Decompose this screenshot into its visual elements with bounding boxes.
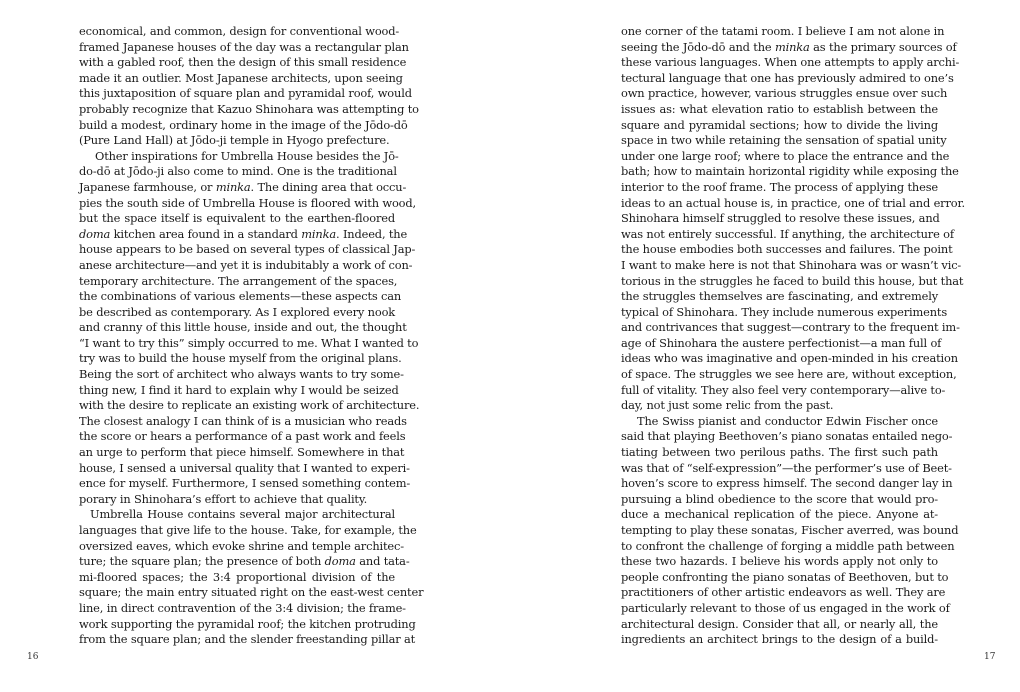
text-line: said that playing Beethoven’s piano sonatas entailed nego-	[621, 429, 953, 444]
text-line: pies the south side of Umbrella House is floored with wood,	[79, 195, 416, 210]
text-line	[621, 39, 957, 56]
text-line: these various languages. When one attempts to apply archi-	[621, 55, 960, 70]
text-line: languages that give life to the house. Take, for example, the	[79, 523, 417, 537]
text-line: tempting to play these sonatas, Fischer averred, was bound	[621, 523, 959, 537]
text-line	[79, 554, 410, 570]
text-line: The closest analogy I can think of is a musician who reads	[79, 413, 407, 428]
text-line: anese architecture—and yet it is indubitably a work of con-	[79, 257, 413, 272]
text-line: this juxtaposition of square plan and pyramidal roof, would	[79, 86, 412, 101]
text-line: work supporting the pyramidal roof; the kitchen protruding	[79, 616, 416, 631]
text-line: was not entirely successful. If anything, the architecture of	[621, 226, 954, 241]
text-line: architectural design. Consider that all, or nearly all, the	[621, 616, 938, 631]
text-line: and contrivances that suggest—contrary to the frequent im-	[621, 320, 960, 335]
text-run: . The dining area that occu-	[250, 179, 407, 194]
text-line: practitioners of other artistic endeavors as well. They are	[621, 585, 946, 600]
paragraph-first-line: Umbrella House contains several major architectural	[90, 507, 395, 522]
paragraph-first-line: The Swiss pianist and conductor Edwin Fischer once	[637, 413, 938, 428]
text-line: framed Japanese houses of the day was a rectangular plan	[79, 39, 409, 54]
text-line: under one large roof; where to place the entrance and the	[621, 148, 950, 163]
text-line: from the square plan; and the slender freestanding pillar at	[79, 632, 416, 647]
text-line: probably recognize that Kazuo Shinohara was attempting to	[79, 101, 419, 116]
text-line: (Pure Land Hall) at Jōdo-ji temple in Hyogo prefecture.	[79, 133, 390, 148]
text-run: Japanese farmhouse, or	[79, 179, 216, 194]
text-line: torious in the struggles he faced to build this house, but that	[621, 273, 964, 288]
text-line: the score or hears a performance of a past work and feels	[79, 429, 406, 444]
text-line: ideas to an actual house is, in practice, one of trial and error.	[621, 195, 965, 210]
text-line: and cranny of this little house, inside and out, the thought	[79, 320, 407, 335]
text-line: do-dō at Jōdo-ji also come to mind. One is the traditional	[79, 164, 397, 179]
text-run: ture; the square plan; the presence of both	[79, 554, 325, 569]
italic-term: minka	[301, 226, 336, 241]
text-line: the struggles themselves are fascinating, and extremely	[621, 289, 938, 304]
text-line: be described as contemporary. As I explored every nook	[79, 304, 396, 319]
text-line: space in two while retaining the sensation of spatial unity	[621, 133, 947, 148]
italic-term: minka	[215, 179, 251, 194]
right-text-column	[621, 24, 965, 648]
text-line: issues as: what elevation ratio to establish between the	[621, 101, 938, 116]
page-number: 16	[27, 652, 39, 662]
paragraph-first-line: Other inspirations for Umbrella House besides the Jō-	[95, 148, 399, 163]
text-line: one corner of the tatami room. I believe I am not alone in	[621, 24, 945, 38]
text-line: interior to the roof frame. The process of applying these	[621, 179, 938, 194]
text-line: with a gabled roof, then the design of this small residence	[79, 55, 407, 70]
italic-term: minka	[774, 39, 810, 54]
text-run: kitchen area found in a standard	[110, 226, 302, 241]
text-line: oversized eaves, which evoke shrine and temple architec-	[79, 538, 404, 553]
text-run: as the primary sources of	[809, 39, 957, 54]
text-line: tectural language that one has previously admired to one’s	[621, 70, 954, 85]
text-line: but the space itself is equivalent to the earthen-floored	[79, 211, 395, 226]
text-line: bath; how to maintain horizontal rigidity while exposing the	[621, 164, 959, 179]
text-line: build a modest, ordinary home in the image of the Jōdo-dō	[79, 117, 408, 132]
text-line: temporary architecture. The arrangement of the spaces,	[79, 273, 398, 288]
text-line: typical of Shinohara. They include numerous experiments	[621, 304, 948, 319]
text-line: of space. The struggles we see here are, without exception,	[621, 367, 957, 382]
text-line: mi-floored spaces; the 3:4 proportional division of the	[79, 569, 395, 584]
text-line: these two hazards. I believe his words apply not only to	[621, 554, 938, 569]
text-line: “I want to try this” simply occurred to me. What I wanted to	[79, 335, 419, 350]
text-line: was that of “self-expression”—the performer’s use of Beet-	[621, 460, 952, 475]
text-line: tiating between two perilous paths. The first such path	[621, 445, 938, 460]
text-line: house, I sensed a universal quality that I wanted to experi-	[79, 460, 410, 475]
text-line: the combinations of various elements—these aspects can	[79, 289, 402, 304]
text-line: pursuing a blind obedience to the score that would pro-	[621, 491, 938, 506]
text-line: people confronting the piano sonatas of Beethoven, but to	[621, 569, 949, 584]
text-line: house appears to be based on several types of classical Jap-	[79, 242, 416, 257]
text-line: own practice, however, various struggles ensue over such	[621, 86, 948, 101]
text-line: duce a mechanical replication of the piece. Anyone at-	[621, 507, 938, 522]
text-line: line, in direct contravention of the 3:4 division; the frame-	[79, 600, 406, 615]
left-text-column	[79, 24, 424, 648]
text-line: to confront the challenge of forging a middle path between	[621, 538, 955, 553]
page-number: 17	[984, 652, 996, 662]
italic-term: doma	[324, 554, 356, 569]
italic-term: doma	[79, 226, 111, 241]
text-line: economical, and common, design for conventional wood-	[79, 24, 400, 38]
text-line	[79, 226, 408, 243]
text-line: the house embodies both successes and failures. The point	[621, 242, 953, 257]
text-line: porary in Shinohara’s effort to achieve that quality.	[79, 491, 368, 506]
text-line	[79, 179, 407, 196]
text-line: thing new, I find it hard to explain why I would be seized	[79, 382, 399, 397]
text-line: square; the main entry situated right on the east-west center	[79, 585, 424, 600]
text-line: age of Shinohara the austere perfectionist—a man full of	[621, 335, 942, 350]
text-line: Being the sort of architect who always wants to try some-	[79, 367, 404, 382]
text-line: day, not just some relic from the past.	[621, 398, 834, 413]
text-run: and tata-	[355, 554, 410, 569]
text-line: Shinohara himself struggled to resolve these issues, and	[621, 211, 940, 226]
text-line: ence for myself. Furthermore, I sensed something contem-	[79, 476, 411, 491]
text-line: I want to make here is not that Shinohara was or wasn’t vic-	[621, 257, 962, 272]
text-line: hoven’s score to express himself. The second danger lay in	[621, 476, 953, 491]
text-run: . Indeed, the	[336, 226, 408, 241]
text-line: particularly relevant to those of us engaged in the work of	[621, 600, 950, 615]
text-line: ideas who was imaginative and open-minded in his creation	[621, 351, 958, 366]
text-line: made it an outlier. Most Japanese architects, upon seeing	[79, 70, 403, 85]
text-line: with the desire to replicate an existing work of architecture.	[79, 398, 420, 413]
text-line: an urge to perform that piece himself. Somewhere in that	[79, 445, 405, 460]
text-line: ingredients an architect brings to the design of a build-	[621, 632, 938, 647]
text-line: full of vitality. They also feel very contemporary—alive to-	[621, 382, 946, 397]
text-line: square and pyramidal sections; how to divide the living	[621, 117, 938, 132]
text-line: try was to build the house myself from the original plans.	[79, 351, 402, 366]
right-page	[510, 0, 1020, 692]
text-run: seeing the Jōdo-dō and the	[621, 39, 775, 54]
